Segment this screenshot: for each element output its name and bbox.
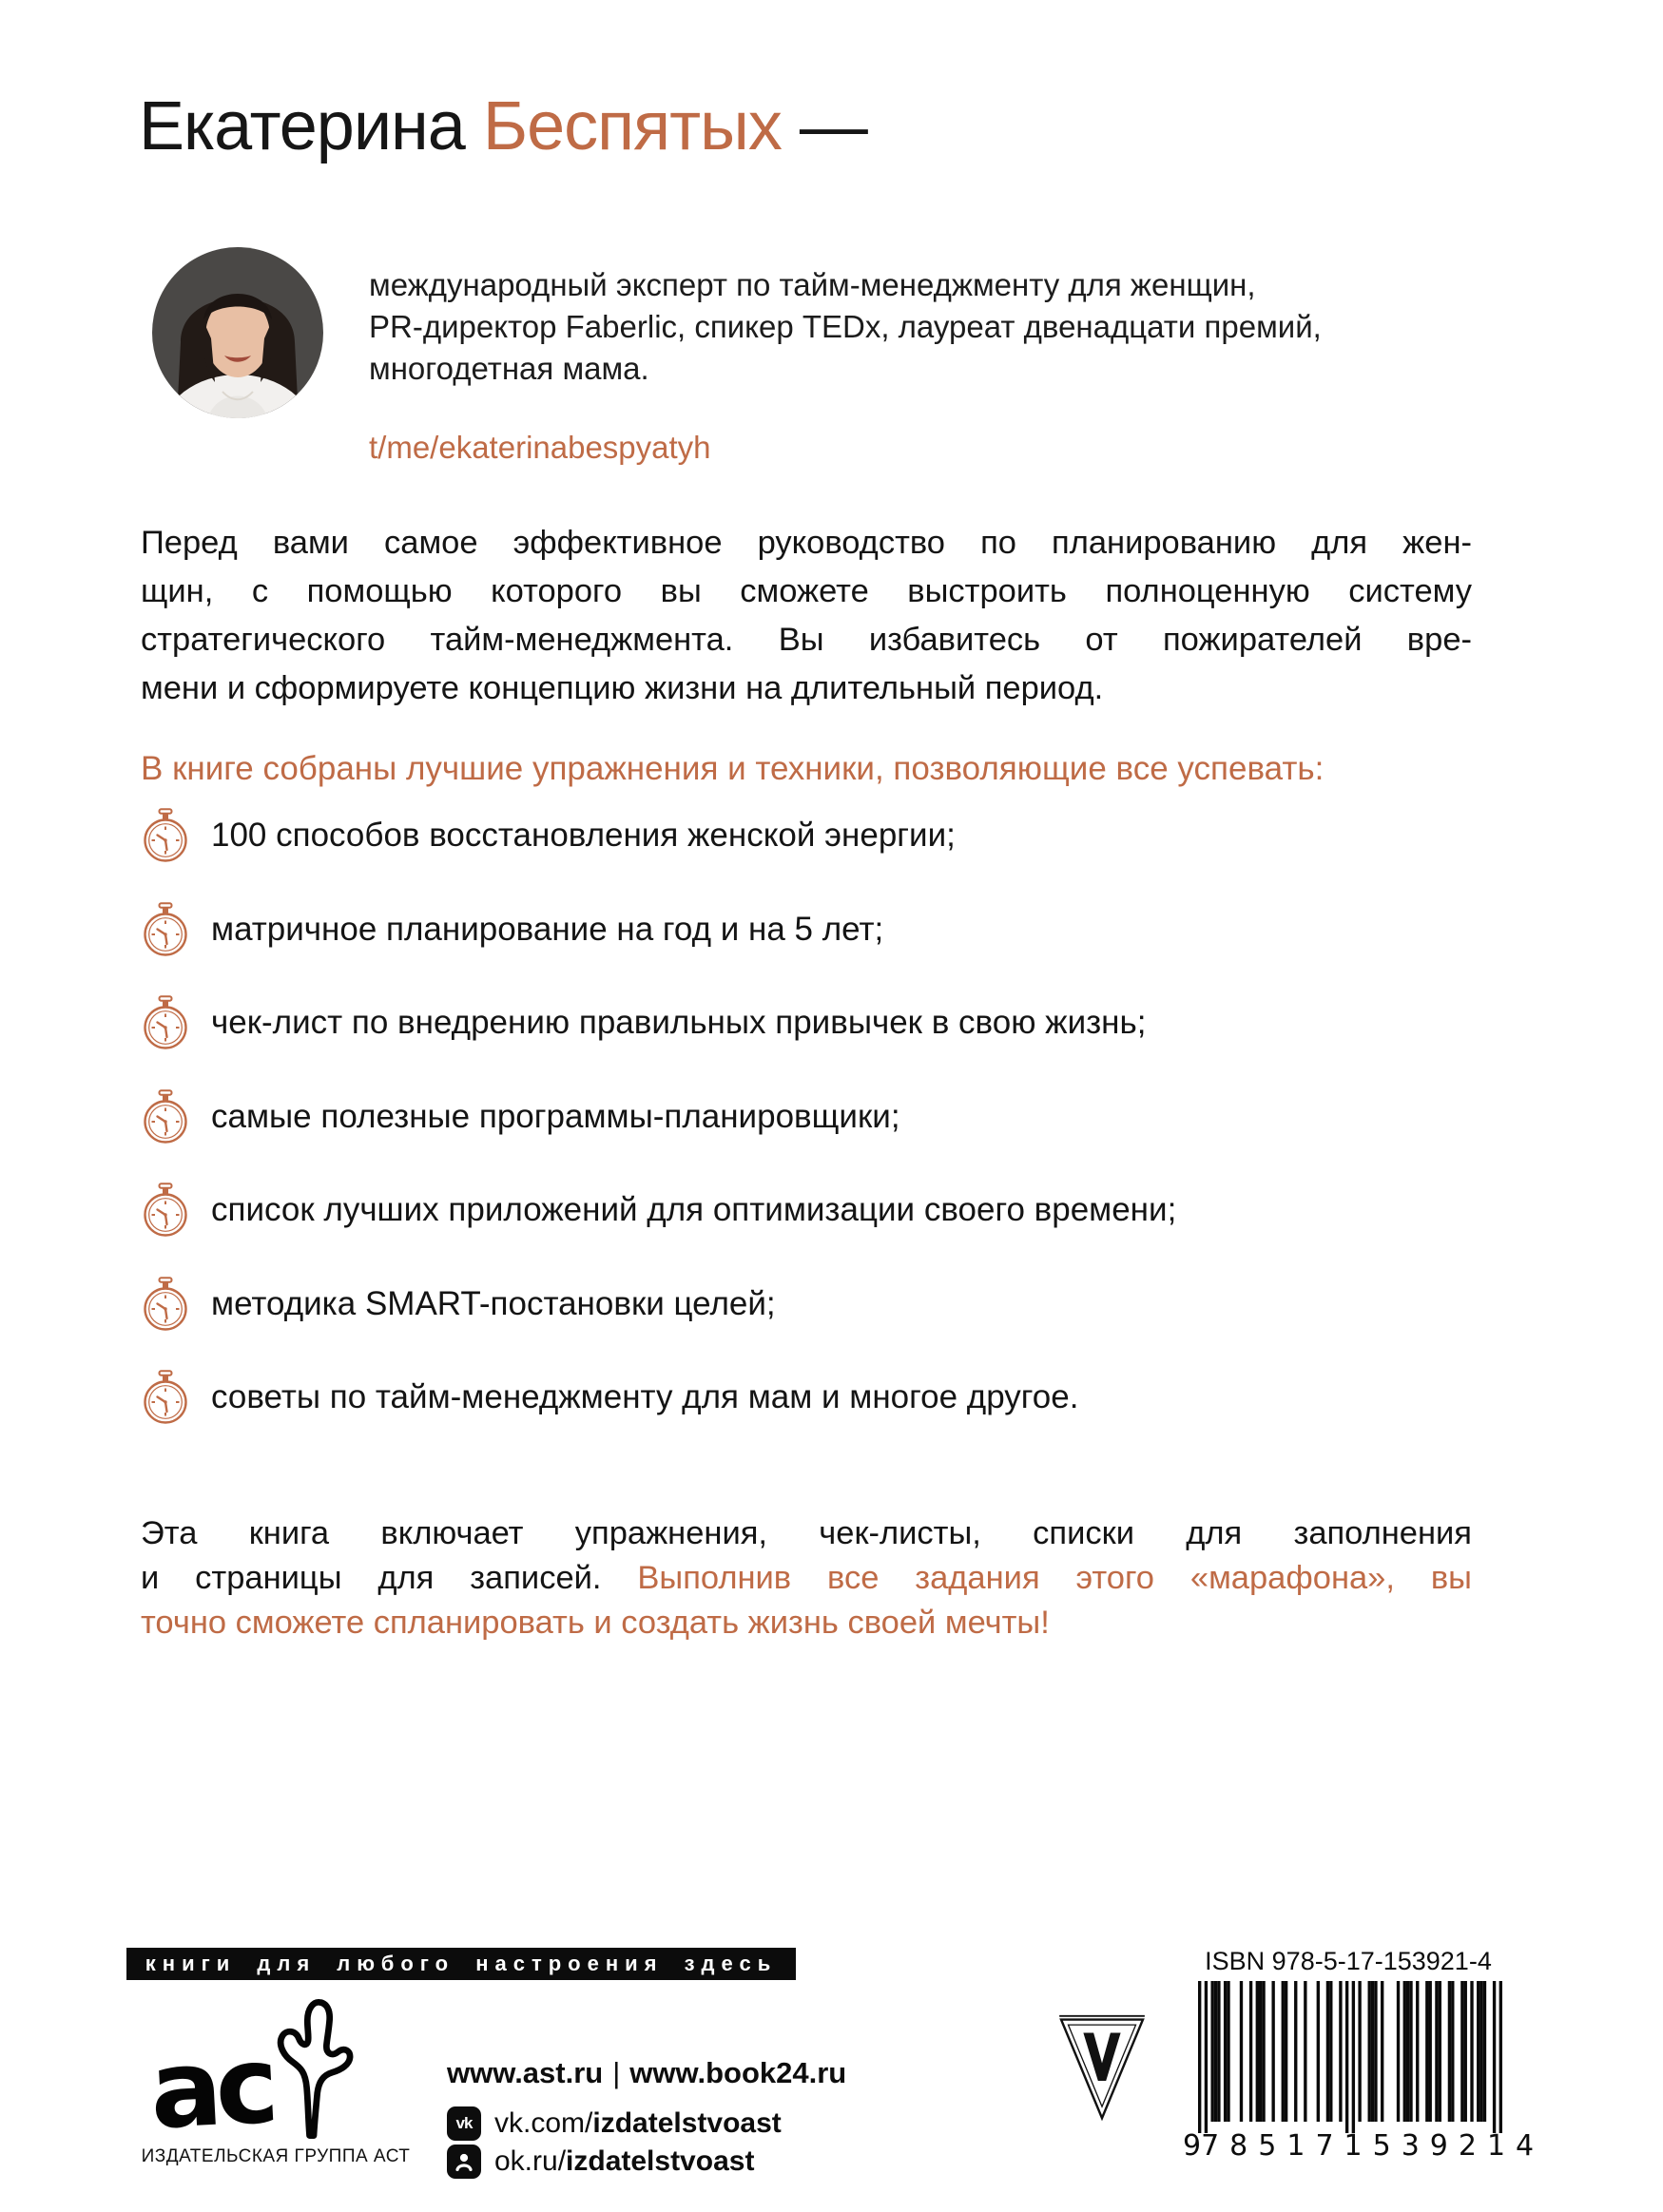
author-bio-line: PR-директор Faberlic, спикер TEDx, лауреат двенадцати премий, bbox=[369, 309, 1322, 344]
list-item-text: список лучших приложений для оптимизации своего времени; bbox=[211, 1191, 1177, 1228]
outro-paragraph bbox=[141, 1511, 1472, 1645]
stopwatch-icon bbox=[143, 808, 188, 863]
list-item-text: матричное планирование на год и на 5 лет; bbox=[211, 910, 884, 948]
intro-paragraph bbox=[141, 519, 1472, 713]
list-item bbox=[143, 1183, 1474, 1237]
author-photo-illustration bbox=[152, 247, 323, 418]
author-photo bbox=[152, 247, 323, 418]
vk-link-prefix: vk.com/ bbox=[494, 2107, 593, 2139]
author-bio-line: многодетная мама. bbox=[369, 351, 649, 386]
barcode-group-left: 785171 bbox=[1201, 2129, 1373, 2163]
vk-link[interactable] bbox=[494, 2107, 782, 2140]
stopwatch-icon bbox=[143, 995, 188, 1050]
ok-icon bbox=[447, 2145, 481, 2179]
ok-link-prefix: ok.ru/ bbox=[494, 2145, 567, 2177]
list-item bbox=[143, 1278, 1474, 1331]
outro-line bbox=[141, 1556, 1472, 1601]
intro-line: мени и сформируете концепцию жизни на длительный период. bbox=[141, 670, 1104, 706]
title-last-name: Беспятых bbox=[482, 88, 782, 164]
features-list bbox=[143, 809, 1474, 1465]
publisher-caption: ИЗДАТЕЛЬСКАЯ ГРУППА АСТ bbox=[141, 2146, 411, 2166]
list-item-text: чек-лист по внедрению правильных привычек в свою жизнь; bbox=[211, 1004, 1147, 1041]
list-item bbox=[143, 996, 1474, 1049]
stopwatch-icon bbox=[143, 1183, 188, 1238]
stopwatch-icon bbox=[143, 1089, 188, 1144]
title-first-name: Екатерина bbox=[139, 88, 483, 164]
outro-line: Эта книга включает упражнения, чек-листы, списки для заполнения bbox=[141, 1515, 1472, 1551]
outro-line2-accent: Выполнив все задания этого «марафона», вы bbox=[637, 1560, 1472, 1596]
barcode-group-right: 539214 bbox=[1372, 2129, 1545, 2163]
ast-site-link[interactable]: www.ast.ru bbox=[447, 2056, 604, 2089]
outro-line2-black: и страницы для записей. bbox=[141, 1560, 638, 1596]
list-heading: В книге собраны лучшие упражнения и техники, позволяющие все успевать: bbox=[141, 750, 1325, 787]
ok-link[interactable] bbox=[494, 2145, 754, 2178]
vk-link-handle: izdatelstvoast bbox=[592, 2107, 782, 2139]
list-item bbox=[143, 903, 1474, 956]
author-bio bbox=[369, 264, 1481, 390]
intro-line: щин, с помощью которого вы сможете выстроить полноценную систему bbox=[141, 573, 1472, 609]
list-item bbox=[143, 1090, 1474, 1144]
intro-line: Перед вами самое эффективное руководство по планированию для жен- bbox=[141, 525, 1472, 561]
stopwatch-icon bbox=[143, 1370, 188, 1425]
telegram-link[interactable]: t/me/ekaterinabespyatyh bbox=[369, 430, 711, 465]
stopwatch-icon bbox=[143, 902, 188, 957]
list-item bbox=[143, 809, 1474, 862]
ast-logo-letters: ас bbox=[146, 2023, 276, 2154]
barcode-first-digit: 9 bbox=[1183, 2129, 1202, 2163]
ok-link-handle: izdatelstvoast bbox=[566, 2145, 755, 2177]
vk-icon-glyph: vk bbox=[455, 2114, 473, 2132]
ok-social-row[interactable] bbox=[447, 2145, 754, 2179]
list-item-text: методика SMART-постановки целей; bbox=[211, 1284, 776, 1322]
intro-line: стратегического тайм-менеджмента. Вы избавитесь от пожирателей вре- bbox=[141, 622, 1472, 658]
stopwatch-icon bbox=[143, 1277, 188, 1332]
list-item bbox=[143, 1371, 1474, 1424]
ast-logo bbox=[146, 1994, 397, 2154]
author-bio-line: международный эксперт по тайм-менеджменту для женщин, bbox=[369, 267, 1256, 302]
publisher-websites bbox=[447, 2056, 846, 2090]
quality-mark-v-icon bbox=[1057, 2013, 1147, 2122]
isbn-label: ISBN 978-5-17-153921-4 bbox=[1205, 1947, 1492, 1975]
list-item-text: советы по тайм-менеджменту для мам и многое другое. bbox=[211, 1378, 1079, 1415]
barcode-digits bbox=[1183, 2129, 1545, 2163]
barcode bbox=[1198, 1981, 1502, 2137]
page-title bbox=[139, 87, 867, 165]
title-dash: — bbox=[781, 88, 867, 164]
publisher-slogan-text: книги для любого настроения здесь bbox=[145, 1952, 778, 1975]
list-item-text: 100 способов восстановления женской энергии; bbox=[211, 817, 956, 854]
list-item-text: самые полезные программы-планировщики; bbox=[211, 1097, 900, 1135]
book24-site-link[interactable]: www.book24.ru bbox=[629, 2056, 847, 2089]
vk-icon bbox=[447, 2106, 481, 2141]
site-separator: | bbox=[612, 2056, 621, 2089]
ast-cactus-icon bbox=[272, 1991, 356, 2145]
ok-icon-person bbox=[454, 2152, 474, 2171]
vk-social-row[interactable] bbox=[447, 2106, 782, 2141]
outro-line: точно сможете спланировать и создать жизнь своей мечты! bbox=[141, 1605, 1050, 1641]
publisher-slogan-bar bbox=[126, 1948, 796, 1980]
